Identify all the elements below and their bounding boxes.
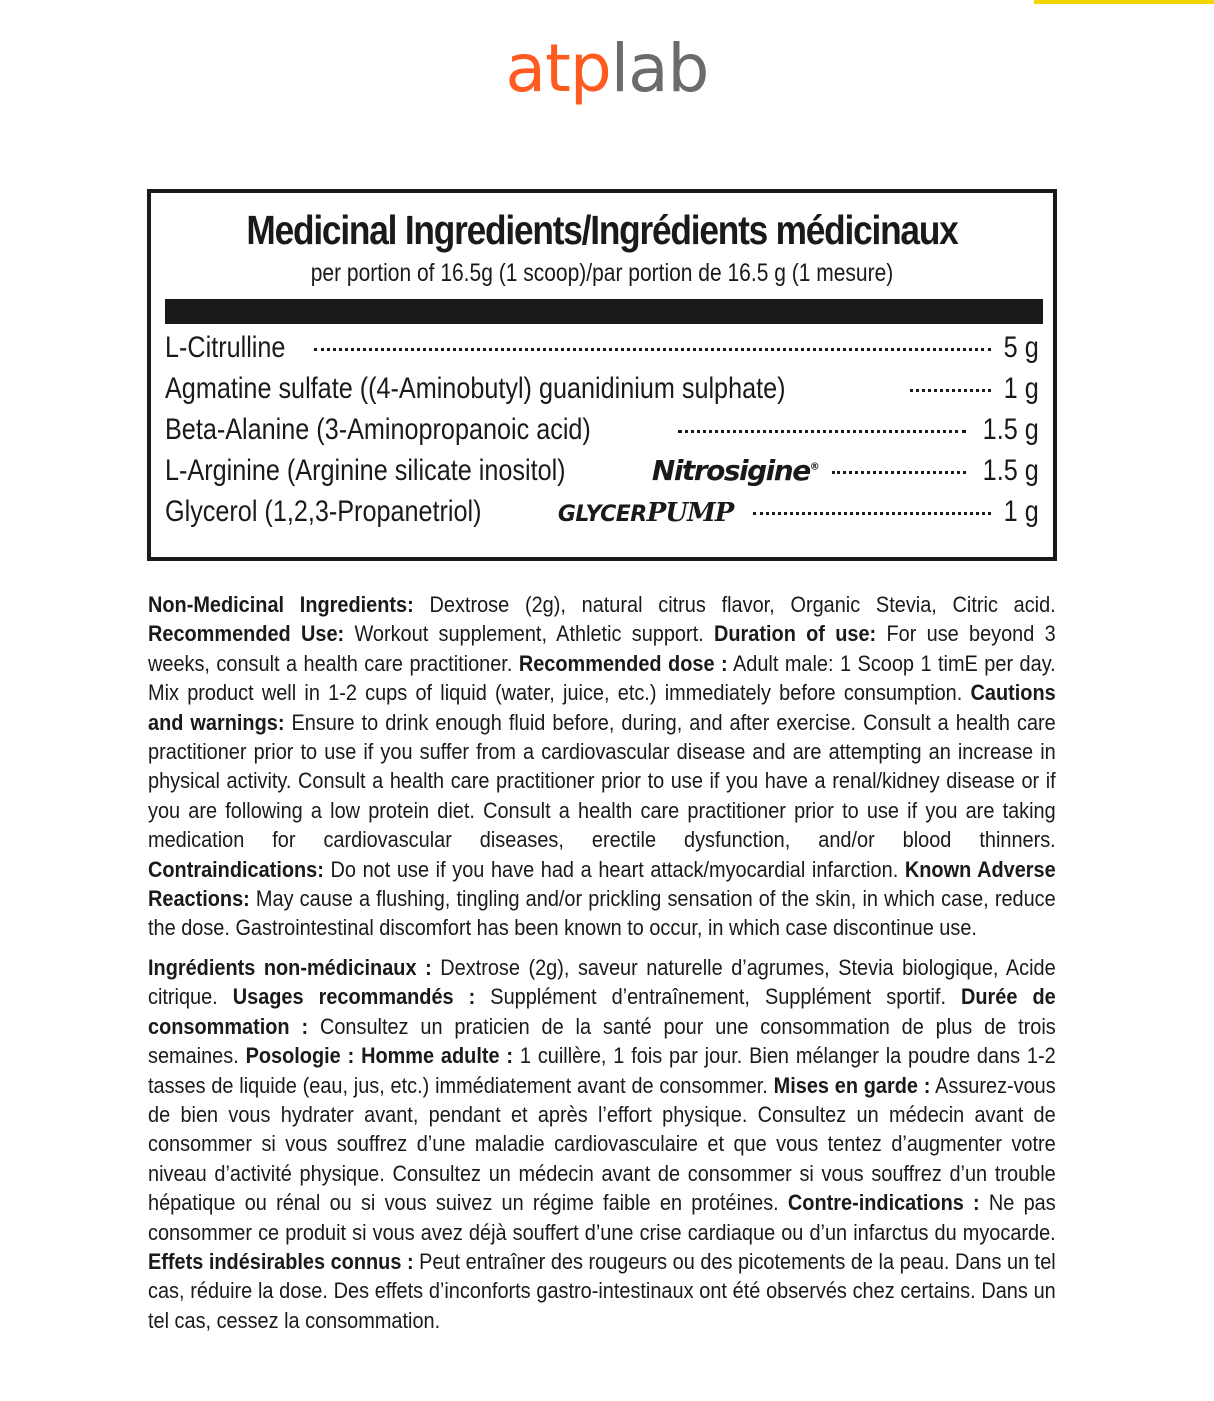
logo-part-atp: atp [505,30,611,107]
medicinal-ingredients-panel [147,189,1057,561]
text-mises-en-garde: Assurez-vous de bien vous hydrater avant, pendant et après l’effort physique. Consultez un médecin avant de consommer si vous souffrez d’une maladie cardiovasculaire et que vous tentez d’augmenter votre niveau d’activité physique. Consultez un médecin avant de consommer si vous souffrez d’un trouble hépatique ou rénal ou si vous suivez un régime faible en protéines. [148,1072,1056,1216]
ingredient-row [165,372,1039,413]
label-duree-consommation: Durée de consommation : [148,984,1056,1039]
label-mises-en-garde: Mises en garde : [773,1072,931,1098]
label-posologie: Posologie : Homme adulte : [245,1043,514,1069]
logo-part-lab: lab [610,30,709,107]
registered-mark: ® [809,461,819,473]
panel-divider-bar [165,299,1043,324]
ingredient-amount: 1.5 g [982,413,1039,446]
label-non-medicinal-ingredients: Non-Medicinal Ingredients: [148,592,414,617]
text-recommended-dose: Adult male: 1 Scoop 1 timE per day. Mix product well in 1-2 cups of liquid (water, juice, etc.) immediately before consumption. [148,650,1056,706]
label-recommended-dose: Recommended dose : [518,650,728,676]
panel-title: Medicinal Ingredients/Ingrédients médicinaux [246,207,958,253]
ingredient-name: Agmatine sulfate ((4-Aminobutyl) guanidinium sulphate) [165,372,786,405]
label-contraindications: Contraindications: [148,856,324,882]
english-information-paragraph [148,590,1056,943]
text-duration-of-use: For use beyond 3 weeks, consult a health care practitioner. [148,621,1056,676]
text-effets-indesirables: Peut entraîner des rougeurs ou des picotements de la peau. Dans un tel cas, réduire la dose. Des effets d’inconforts gastro-intestinaux ont été observés chez certains. Dans un tel cas, cessez la consommation. [148,1249,1056,1333]
text-posologie: 1 cuillère, 1 fois par jour. Bien mélanger la poudre dans 1-2 tasses de liquide (eau, jus, etc.) immédiatement avant de consommer. [148,1043,1056,1098]
glycerpump-logo [558,498,733,528]
ingredient-name: Beta-Alanine (3-Aminopropanoic acid) [165,413,591,446]
ingredient-row [165,495,1039,536]
label-adverse-reactions: Known Adverse Reactions: [148,856,1056,912]
text-adverse-reactions: May cause a flushing, tingling and/or prickling sensation of the skin, in which case, reduce the dose. Gastrointestinal discomfort has been known to occur, in which case discontinue use. [148,886,1056,941]
label-ingredients-non-medicinaux: Ingrédients non-médicinaux : [148,955,432,980]
text-contraindications: Do not use if you have had a heart attack/myocardial infarction. [323,856,905,882]
dot-leader [314,348,991,351]
ingredient-name: L-Citrulline [165,331,286,364]
nitrosigine-logo-text: Nitrosigine [651,454,810,487]
ingredient-name: L-Arginine (Arginine silicate inositol) [165,454,566,487]
ingredient-amount: 5 g [1003,331,1039,364]
dot-leader [832,471,966,474]
dot-leader [678,430,966,433]
french-information-paragraph [148,953,1056,1335]
text-usages-recommandes: Supplément d’entraînement, Supplément sportif. [475,984,962,1010]
label-duration-of-use: Duration of use: [714,621,877,647]
text-ingredients-non-medicinaux: Dextrose (2g), saveur naturelle d’agrumes, Stevia biologique, Acide citrique. [148,955,1056,1010]
brand-logo [0,30,1214,107]
text-recommended-use: Workout supplement, Athletic support. [344,621,715,647]
ingredient-amount: 1 g [1003,495,1039,528]
label-contre-indications: Contre-indications : [787,1190,980,1216]
glycerpump-logo-part2: PUMP [646,498,734,528]
dot-leader [910,389,992,392]
text-contre-indications: Ne pas consommer ce produit si vous avez déjà souffert d’une crise cardiaque ou d’un infarctus du myocarde. [148,1190,1056,1245]
ingredient-row [165,413,1039,454]
text-duree-consommation: Consultez un praticien de la santé pour une consommation de plus de trois semaines. [148,1013,1056,1069]
ingredient-amount: 1.5 g [982,454,1039,487]
ingredient-amount: 1 g [1003,372,1039,405]
ingredient-row [165,331,1039,372]
ingredient-row [165,454,1039,495]
dot-leader [753,512,991,515]
text-cautions-warnings: Ensure to drink enough fluid before, during, and after exercise. Consult a health care practitioner prior to use if you suffer from a cardiovascular disease and are attempting an increase in physical activity. Consult a health care practitioner prior to use if you have a renal/kidney disease or if you are following a low protein diet. Consult a health care practitioner prior to use if you are taking medication for cardiovascular diseases, erectile dysfunction, and/or blood thinners. [148,709,1056,853]
top-accent-bar [1034,0,1214,4]
label-cautions-warnings: Cautions and warnings: [148,680,1056,735]
text-non-medicinal-ingredients: Dextrose (2g), natural citrus flavor, Organic Stevia, Citric acid. [413,592,1056,617]
ingredient-list [165,331,1039,536]
ingredient-name: Glycerol (1,2,3-Propanetriol) [165,495,482,528]
label-recommended-use: Recommended Use: [148,621,345,647]
label-usages-recommandes: Usages recommandés : [232,984,476,1010]
label-effets-indesirables: Effets indésirables connus : [148,1249,414,1275]
glycerpump-logo-part1: GLYCER [557,502,647,527]
panel-subtitle: per portion of 16.5g (1 scoop)/par portion de 16.5 g (1 mesure) [310,259,894,287]
nitrosigine-logo [652,454,818,487]
